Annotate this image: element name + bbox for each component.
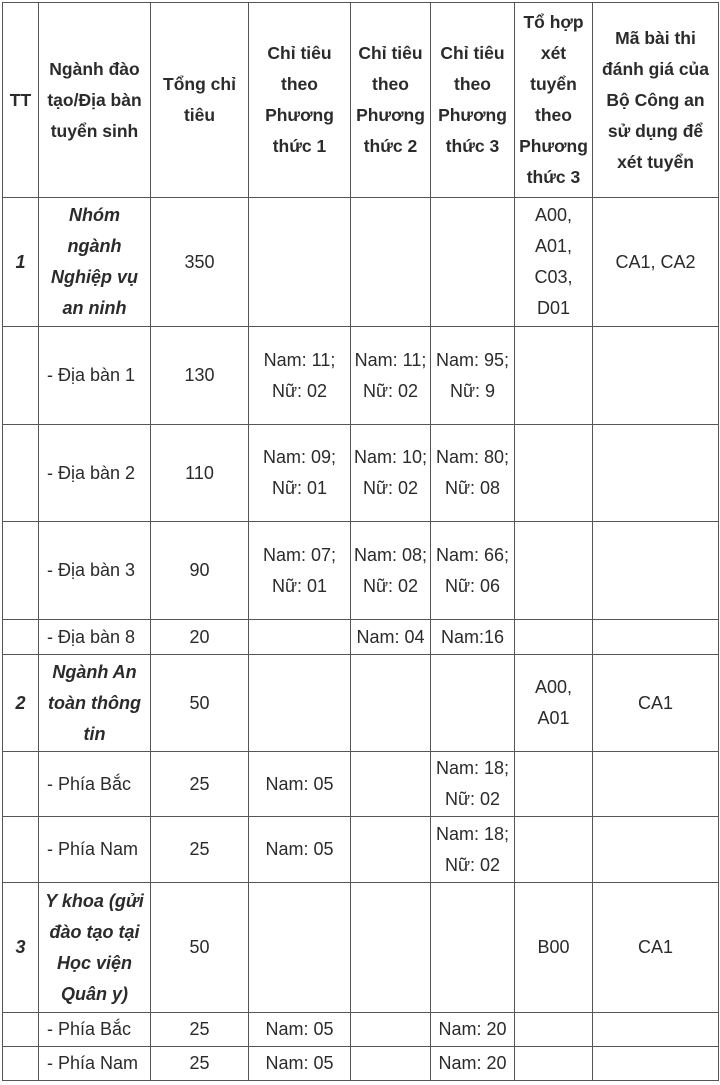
cell-pt1: Nam: 05 xyxy=(249,752,351,817)
cell-tt xyxy=(3,522,39,620)
cell-to-hop: A00, A01 xyxy=(515,655,593,752)
cell-tong: 50 xyxy=(151,883,249,1013)
cell-nganh: - Phía Bắc xyxy=(39,752,151,817)
cell-to-hop xyxy=(515,327,593,425)
cell-to-hop xyxy=(515,425,593,522)
cell-pt3: Nam:16 xyxy=(431,620,515,655)
cell-pt3: Nam: 18; Nữ: 02 xyxy=(431,817,515,883)
cell-tt: 2 xyxy=(3,655,39,752)
cell-tong: 350 xyxy=(151,198,249,327)
cell-pt3: Nam: 80; Nữ: 08 xyxy=(431,425,515,522)
cell-pt3: Nam: 66; Nữ: 06 xyxy=(431,522,515,620)
cell-to-hop xyxy=(515,522,593,620)
cell-nganh: - Địa bàn 8 xyxy=(39,620,151,655)
cell-nganh: - Phía Nam xyxy=(39,817,151,883)
cell-tt xyxy=(3,752,39,817)
cell-nganh: - Địa bàn 3 xyxy=(39,522,151,620)
cell-tt xyxy=(3,817,39,883)
table-row xyxy=(3,620,719,655)
cell-pt1: Nam: 09; Nữ: 01 xyxy=(249,425,351,522)
cell-tt xyxy=(3,1047,39,1081)
cell-to-hop: A00, A01, C03, D01 xyxy=(515,198,593,327)
cell-ma-bai xyxy=(593,620,719,655)
cell-tt xyxy=(3,1013,39,1047)
cell-ma-bai xyxy=(593,1047,719,1081)
cell-pt1: Nam: 05 xyxy=(249,1047,351,1081)
cell-tong: 110 xyxy=(151,425,249,522)
cell-tt xyxy=(3,620,39,655)
cell-to-hop xyxy=(515,620,593,655)
table-row xyxy=(3,817,719,883)
cell-to-hop xyxy=(515,1047,593,1081)
cell-tt xyxy=(3,327,39,425)
cell-tt: 3 xyxy=(3,883,39,1013)
table-row xyxy=(3,198,719,327)
cell-pt1 xyxy=(249,620,351,655)
cell-pt3: Nam: 18; Nữ: 02 xyxy=(431,752,515,817)
cell-ma-bai xyxy=(593,425,719,522)
cell-pt3 xyxy=(431,198,515,327)
cell-pt2 xyxy=(351,883,431,1013)
cell-ma-bai: CA1, CA2 xyxy=(593,198,719,327)
header-phuong-thuc-1: Chỉ tiêu theo Phương thức 1 xyxy=(249,3,351,198)
cell-pt3 xyxy=(431,655,515,752)
cell-pt1: Nam: 07; Nữ: 01 xyxy=(249,522,351,620)
cell-nganh: - Phía Bắc xyxy=(39,1013,151,1047)
cell-pt1 xyxy=(249,655,351,752)
cell-pt2 xyxy=(351,817,431,883)
cell-to-hop: B00 xyxy=(515,883,593,1013)
header-row xyxy=(3,3,719,198)
cell-ma-bai xyxy=(593,817,719,883)
table-row xyxy=(3,655,719,752)
cell-tong: 25 xyxy=(151,752,249,817)
header-to-hop: Tổ hợp xét tuyển theo Phương thức 3 xyxy=(515,3,593,198)
admission-quota-table xyxy=(2,2,719,1081)
header-phuong-thuc-2: Chỉ tiêu theo Phương thức 2 xyxy=(351,3,431,198)
cell-ma-bai: CA1 xyxy=(593,883,719,1013)
cell-ma-bai xyxy=(593,522,719,620)
table-row xyxy=(3,522,719,620)
cell-tong: 130 xyxy=(151,327,249,425)
cell-nganh: - Địa bàn 1 xyxy=(39,327,151,425)
table-row xyxy=(3,752,719,817)
cell-pt2: Nam: 04 xyxy=(351,620,431,655)
cell-tong: 25 xyxy=(151,1013,249,1047)
cell-pt3: Nam: 20 xyxy=(431,1013,515,1047)
cell-ma-bai xyxy=(593,752,719,817)
cell-ma-bai xyxy=(593,327,719,425)
cell-tong: 20 xyxy=(151,620,249,655)
table-row xyxy=(3,1047,719,1081)
table-row xyxy=(3,327,719,425)
table-row xyxy=(3,883,719,1013)
cell-pt2 xyxy=(351,198,431,327)
header-tong-chi-tieu: Tổng chỉ tiêu xyxy=(151,3,249,198)
cell-pt1: Nam: 05 xyxy=(249,817,351,883)
cell-tt: 1 xyxy=(3,198,39,327)
cell-pt2 xyxy=(351,1013,431,1047)
cell-nganh: - Phía Nam xyxy=(39,1047,151,1081)
header-nganh: Ngành đào tạo/Địa bàn tuyển sinh xyxy=(39,3,151,198)
table-row xyxy=(3,425,719,522)
cell-pt2: Nam: 08; Nữ: 02 xyxy=(351,522,431,620)
cell-tong: 50 xyxy=(151,655,249,752)
cell-pt3: Nam: 95; Nữ: 9 xyxy=(431,327,515,425)
cell-pt3 xyxy=(431,883,515,1013)
table-row xyxy=(3,1013,719,1047)
cell-nganh: Nhóm ngành Nghiệp vụ an ninh xyxy=(39,198,151,327)
cell-tong: 90 xyxy=(151,522,249,620)
cell-to-hop xyxy=(515,752,593,817)
cell-pt1: Nam: 11; Nữ: 02 xyxy=(249,327,351,425)
cell-pt2: Nam: 10; Nữ: 02 xyxy=(351,425,431,522)
cell-nganh: Ngành An toàn thông tin xyxy=(39,655,151,752)
header-phuong-thuc-3: Chỉ tiêu theo Phương thức 3 xyxy=(431,3,515,198)
cell-pt1: Nam: 05 xyxy=(249,1013,351,1047)
cell-ma-bai: CA1 xyxy=(593,655,719,752)
cell-ma-bai xyxy=(593,1013,719,1047)
cell-pt2 xyxy=(351,752,431,817)
cell-nganh: - Địa bàn 2 xyxy=(39,425,151,522)
cell-to-hop xyxy=(515,817,593,883)
header-tt: TT xyxy=(3,3,39,198)
cell-tt xyxy=(3,425,39,522)
cell-pt2 xyxy=(351,1047,431,1081)
header-ma-bai-thi: Mã bài thi đánh giá của Bộ Công an sử dụng để xét tuyển xyxy=(593,3,719,198)
cell-pt1 xyxy=(249,883,351,1013)
cell-pt1 xyxy=(249,198,351,327)
cell-pt2 xyxy=(351,655,431,752)
cell-pt3: Nam: 20 xyxy=(431,1047,515,1081)
cell-tong: 25 xyxy=(151,817,249,883)
cell-nganh: Y khoa (gửi đào tạo tại Học viện Quân y) xyxy=(39,883,151,1013)
cell-to-hop xyxy=(515,1013,593,1047)
cell-pt2: Nam: 11; Nữ: 02 xyxy=(351,327,431,425)
cell-tong: 25 xyxy=(151,1047,249,1081)
